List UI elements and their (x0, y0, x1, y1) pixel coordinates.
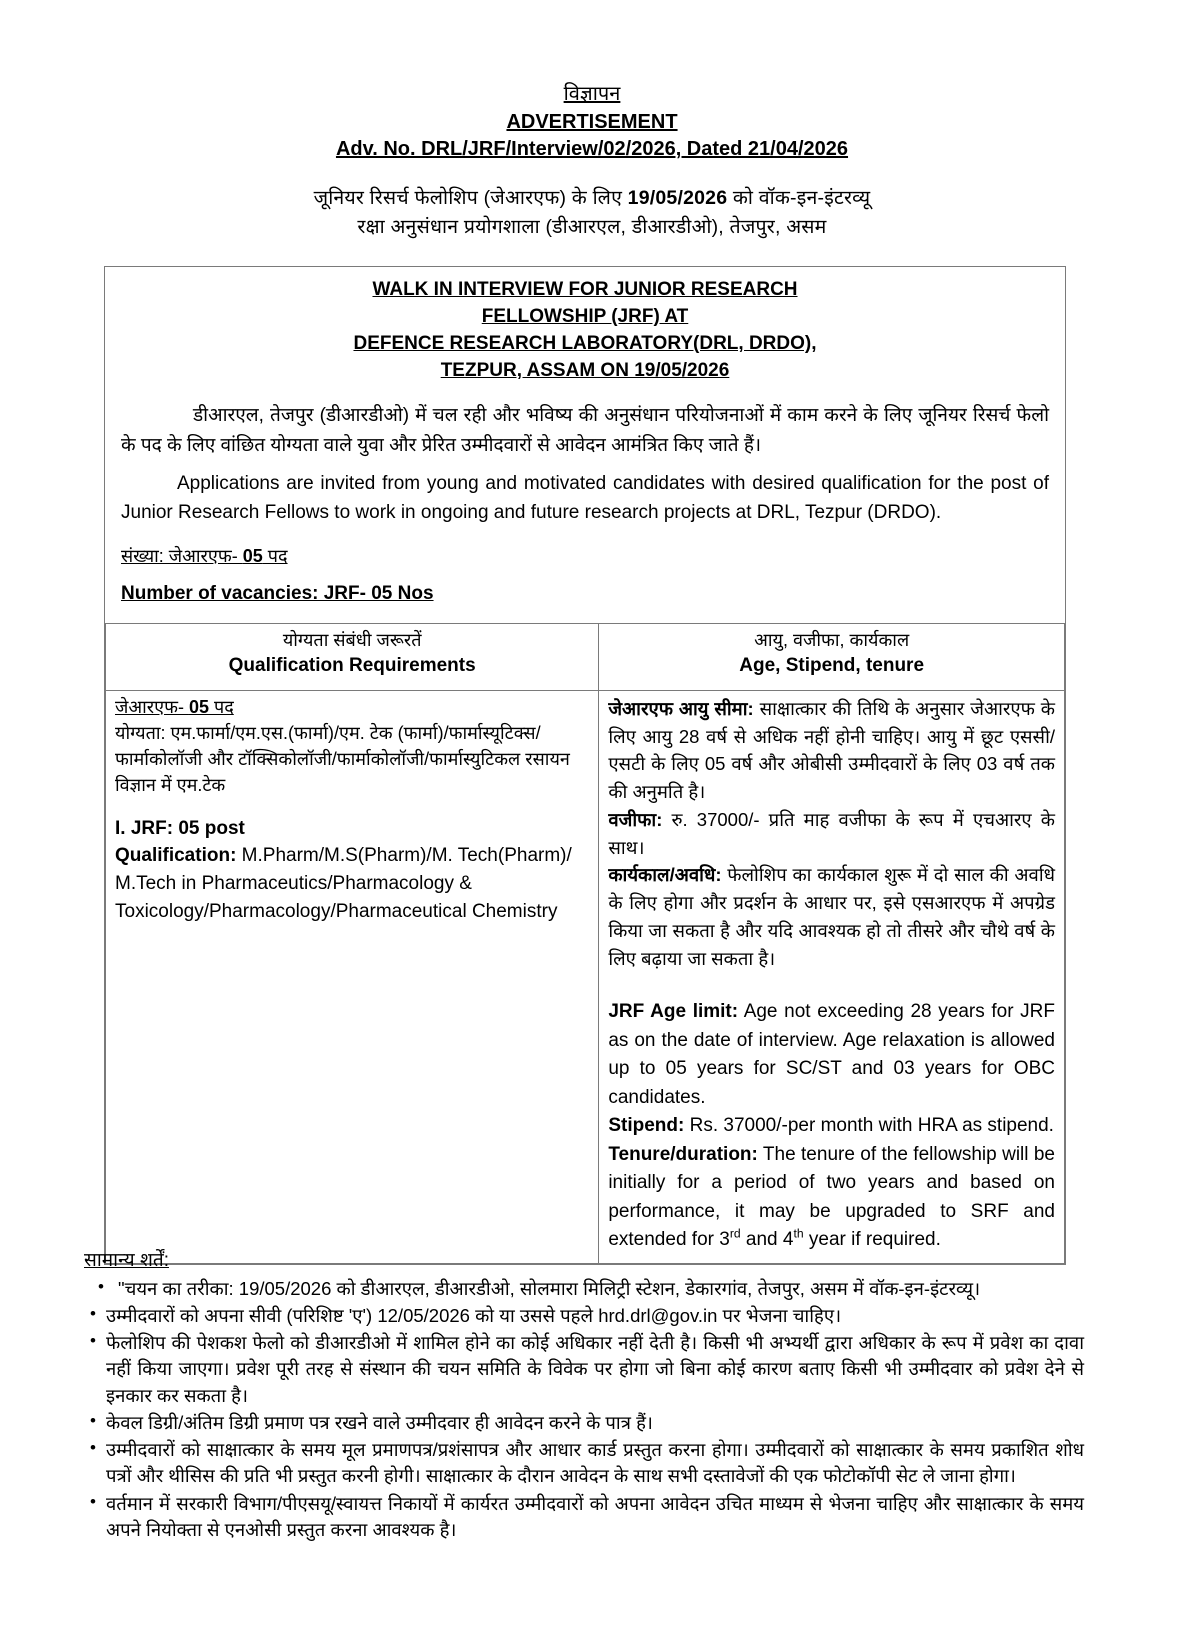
qualification-table (105, 623, 1065, 1264)
tenure-hindi (608, 861, 1055, 972)
vacancy-hindi-count: 05 (242, 545, 263, 566)
header-subtitle-line2: रक्षा अनुसंधान प्रयोगशाला (डीआरएल, डीआरडीओ), तेजपुर, असम (357, 216, 827, 239)
qualification-hindi-body: योग्यता: एम.फार्मा/एम.एस.(फार्मा)/एम. टेक (फार्मा)/फार्मास्यूटिक्स/फार्माकोलॉजी और टॉक्सिकोलॉजी/फार्माकोलॉजी/फार्मास्युटिकल रसायन विज्ञान में एम.टेक (115, 722, 570, 795)
qualification-cell (106, 690, 599, 1263)
general-conditions-title: सामान्य शर्तें: (84, 1250, 169, 1271)
tenure-hindi-label: कार्यकाल/अवधि: (608, 864, 722, 886)
tenure-english-label: Tenure/duration: (608, 1143, 758, 1165)
interview-date: 19/05/2026 (627, 187, 728, 209)
header-subtitle (0, 184, 1184, 243)
cell-spacer (115, 799, 589, 815)
condition-item: • "चयन का तरीका: 19/05/2026 को डीआरएल, डीआरडीओ, सोलमारा मिलिट्री स्टेशन, डेकारगांव, तेजपुर, असम में वॉक-इन-इंटरव्यू। (84, 1276, 1084, 1302)
tenure-english-value-a: The tenure of the fellowship will be initially for a period of two years and based on performance, it may be upgraded to SRF and extended for 3 (608, 1143, 1055, 1251)
intro-paragraph-english: Applications are invited from young and motivated candidates with desired qualification for the post of Junior Research Fellows to work in ongoing and future research projects at DRL, Tezpur (DRDO). (121, 473, 1049, 523)
age-limit-english (608, 998, 1055, 1112)
header-subtitle-line1 (0, 184, 1184, 213)
vacancy-count-hindi (121, 544, 1049, 569)
general-conditions-list (84, 1276, 1084, 1544)
tenure-english-value-c: year if required. (803, 1229, 941, 1251)
general-conditions-section (84, 1248, 1084, 1543)
age-hindi-value: साक्षात्कार की तिथि के अनुसार जेआरएफ के लिए आयु 28 वर्ष से अधिक नहीं होनी चाहिए। आयु में छूट एससी/एसटी के लिए 05 वर्ष और ओबीसी उम्मीदवारों के लिए 03 वर्ष तक की अनुमति है। (608, 697, 1055, 803)
tenure-hindi-value: फेलोशिप का कार्यकाल शुरू में दो साल की अवधि के लिए होगा और प्रदर्शन के आधार पर, इसे एसआरएफ में अपग्रेड किया जा सकता है और यदि आवश्यक हो तो तीसरे और चौथे वर्ष के लिए बढ़ाया जा सकता है। (608, 864, 1055, 969)
subtitle-text-after-date: को वॉक-इन-इंटरव्यू (727, 187, 871, 209)
qualification-hindi-heading (115, 695, 589, 721)
vacancy-hindi-label: संख्या: जेआरएफ- (121, 545, 243, 566)
box-title-line-3: DEFENCE RESEARCH LABORATORY(DRL, DRDO), (353, 332, 817, 354)
stipend-hindi-label: वजीफा: (608, 808, 663, 830)
qualification-english-heading: I. JRF: 05 post (115, 817, 245, 839)
tenure-english (608, 1141, 1055, 1255)
condition-item: • उम्मीदवारों को साक्षात्कार के समय मूल प्रमाणपत्र/प्रशंसापत्र और आधार कार्ड प्रस्तुत करना होगा। उम्मीदवारों को साक्षात्कार के समय प्रकाशित शोध पत्रों और थीसिस की प्रति भी प्रस्तुत करनी होगी। साक्षात्कार के दौरान आवेदन के साथ सभी दस्तावेजों की एक फोटोकॉपी सेट ले जाना होगा। (84, 1437, 1084, 1490)
qual-hindi-unit: पद (208, 696, 234, 717)
box-title (121, 277, 1049, 385)
stipend-english (608, 1112, 1055, 1141)
stipend-english-value: Rs. 37000/-per month with HRA as stipend. (684, 1115, 1054, 1137)
box-title-line-2: FELLOWSHIP (JRF) AT (481, 305, 689, 327)
qual-hindi-count: 05 (188, 696, 209, 717)
table-header-row (106, 624, 1065, 691)
tenure-ordinal-fourth: th (793, 1227, 804, 1242)
subtitle-text-before-date: जूनियर रिसर्च फेलोशिप (जेआरएफ) के लिए (313, 187, 628, 209)
table-content-row (106, 690, 1065, 1263)
condition-item: • केवल डिग्री/अंतिम डिग्री प्रमाण पत्र रखने वाले उम्मीदवार ही आवेदन करने के पात्र हैं। (84, 1410, 1084, 1436)
age-hindi-label: जेआरएफ आयु सीमा: (608, 697, 754, 719)
box-title-line-4: TEZPUR, ASSAM ON 19/05/2026 (440, 359, 730, 381)
condition-item: • वर्तमान में सरकारी विभाग/पीएसयू/स्वायत्त निकायों में कार्यरत उम्मीदवारों को अपना आवेदन उचित माध्यम से भेजना चाहिए और साक्षात्कार के समय अपने नियोक्ता से एनओसी प्रस्तुत करना आवश्यक है। (84, 1491, 1084, 1544)
header-qualification-hindi: योग्यता संबंधी जरूरतें (282, 630, 422, 651)
qualification-english-body (115, 842, 589, 926)
header-english-title: ADVERTISEMENT (506, 111, 678, 133)
main-content-frame (104, 266, 1066, 1265)
header-age-stipend-english: Age, Stipend, tenure (739, 655, 925, 677)
advertisement-number: Adv. No. DRL/JRF/Interview/02/2026, Dated 21/04/2026 (335, 138, 849, 160)
cell-spacer-right (608, 972, 1055, 998)
header-age-stipend-hindi: आयु, वजीफा, कार्यकाल (754, 630, 910, 651)
stipend-english-label: Stipend: (608, 1115, 685, 1137)
condition-item: • उम्मीदवारों को अपना सीवी (परिशिष्ट 'ए') 12/05/2026 को या उससे पहले hrd.drl@gov.in पर भेजना चाहिए। (84, 1303, 1084, 1329)
tenure-english-value-b: and 4 (740, 1229, 794, 1251)
age-limit-hindi (608, 695, 1055, 806)
table-header-age-stipend (599, 624, 1065, 691)
document-header (0, 0, 1184, 243)
age-english-value: Age not exceeding 28 years for JRF as on the date of interview. Age relaxation is allowed up to 05 years for SC/ST and 03 years for OBC candidates. (608, 1001, 1055, 1108)
intro-paragraph-hindi: डीआरएल, तेजपुर (डीआरडीओ) में चल रही और भविष्य की अनुसंधान परियोजनाओं में काम करने के लिए जूनियर रिसर्च फेलो के पद के लिए वांछित योग्यता वाले युवा और प्रेरित उम्मीदवारों से आवेदन आमंत्रित किए जाते हैं। (121, 404, 1049, 456)
qual-english-label: Qualification: (115, 845, 237, 867)
frame-intro-section (105, 267, 1065, 623)
condition-item: • फेलोशिप की पेशकश फेलो को डीआरडीओ में शामिल होने का कोई अधिकार नहीं देती है। किसी भी अभ्यर्थी द्वारा अधिकार के रूप में प्रवेश का दावा नहीं किया जाएगा। प्रवेश पूरी तरह से संस्थान की चयन समिति के विवेक पर होगा जो बिना कोई कारण बताए किसी भी उम्मीदवार को प्रवेश देने से इनकार कर सकता है। (84, 1330, 1084, 1409)
tenure-ordinal-third: rd (729, 1227, 741, 1242)
table-header-qualification (106, 624, 599, 691)
qual-english-value: M.Pharm/M.S(Pharm)/M. Tech(Pharm)/ M.Tech in Pharmaceutics/Pharmacology & Toxicology/Pharmacology/Pharmaceutical Chemistry (115, 845, 572, 923)
box-title-line-1: WALK IN INTERVIEW FOR JUNIOR RESEARCH (372, 279, 798, 300)
age-english-label: JRF Age limit: (608, 1001, 739, 1023)
vacancy-hindi-unit: पद (262, 545, 288, 566)
stipend-hindi-value: रु. 37000/- प्रति माह वजीफा के रूप में एचआरए के साथ। (608, 808, 1055, 858)
header-qualification-english: Qualification Requirements (228, 655, 476, 677)
qual-hindi-label: जेआरएफ- (115, 696, 189, 717)
stipend-hindi (608, 806, 1055, 862)
age-stipend-cell (599, 690, 1065, 1263)
header-hindi-title: विज्ञापन (563, 83, 621, 105)
vacancy-count-english: Number of vacancies: JRF- 05 Nos (121, 583, 434, 605)
